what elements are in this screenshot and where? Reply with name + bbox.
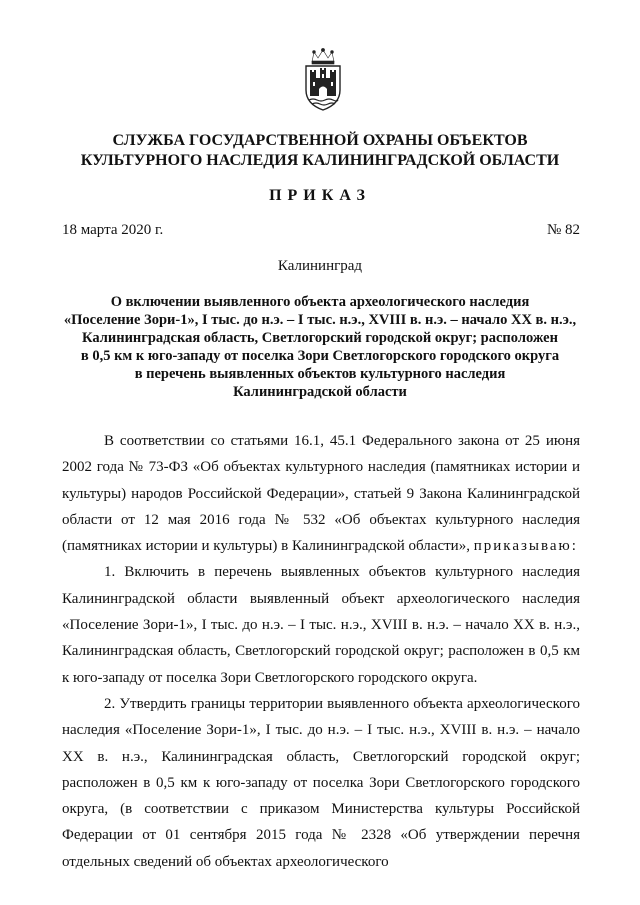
heading-line: «Поселение Зори-1», I тыс. до н.э. – I тыс. н.э., XVIII в. н.э. – начало XX в. н.э., — [63, 312, 577, 328]
order-directive: приказываю: — [473, 538, 578, 555]
heading-line: в перечень выявленных объектов культурного наследия — [134, 366, 506, 382]
heading-line: Калининградской области — [233, 384, 407, 400]
kaliningrad-coat-of-arms-icon — [300, 48, 346, 112]
heading-line: О включении выявленного объекта археологического наследия — [110, 294, 530, 310]
clause-2-paragraph: 2. Утвердить границы территории выявленного объекта археологического наследия «Поселение Зори-1», I тыс. до н.э. – I тыс. н.э., XVIII в. н.э. – начало XX в. н.э., Калининградская область, Светлогорский городской округ; расположен в 0,5 км к юго-западу от поселка Зори Светлогорского городского округа, (в соответствии с приказом Министерства культуры Российской Федерации от 01 сентября 2015 года № 2328 «Об утверждении перечня отдельных сведений об объектах археологического — [62, 695, 580, 870]
heading-line: в 0,5 км к юго-западу от поселка Зори Светлогорского городского округа — [80, 348, 560, 364]
clause-1-paragraph: 1. Включить в перечень выявленных объектов культурного наследия Калининградской области выявленный объект археологического наследия «Поселение Зори-1», I тыс. до н.э. – I тыс. н.э., XVIII в. н.э. – начало XX в. н.э., Калининградская область, Светлогорский городской округ; расположен в 0,5 км к юго-западу от поселка Зори Светлогорского городского округа. — [62, 564, 580, 686]
preamble-text: В соответствии со статьями 16.1, 45.1 Федерального закона от 25 июня 2002 года № 73-ФЗ «Об объектах культурного наследия (памятниках истории и культуры) народов Российской Федерации», статьей 9 Закона Калининградской области от 12 мая 2016 года № 532 «Об объектах культурного наследия (памятниках истории и культуры) в Калининградской области», — [62, 433, 580, 555]
organization-title-line1: СЛУЖБА ГОСУДАРСТВЕННОЙ ОХРАНЫ ОБЪЕКТОВ — [112, 132, 528, 149]
heading-line: Калининградская область, Светлогорский городской округ; расположен — [82, 330, 558, 346]
issue-city: Калининград — [277, 258, 363, 274]
order-number: № 82 — [546, 222, 580, 238]
preamble-paragraph — [62, 428, 580, 559]
organization-title-line2: КУЛЬТУРНОГО НАСЛЕДИЯ КАЛИНИНГРАДСКОЙ ОБЛАСТИ — [80, 152, 560, 169]
document-type-title: ПРИКАЗ — [269, 187, 371, 204]
organization-title — [60, 131, 580, 171]
order-body — [62, 428, 580, 875]
order-subject-heading — [60, 293, 580, 401]
order-date: 18 марта 2020 г. — [62, 222, 164, 238]
